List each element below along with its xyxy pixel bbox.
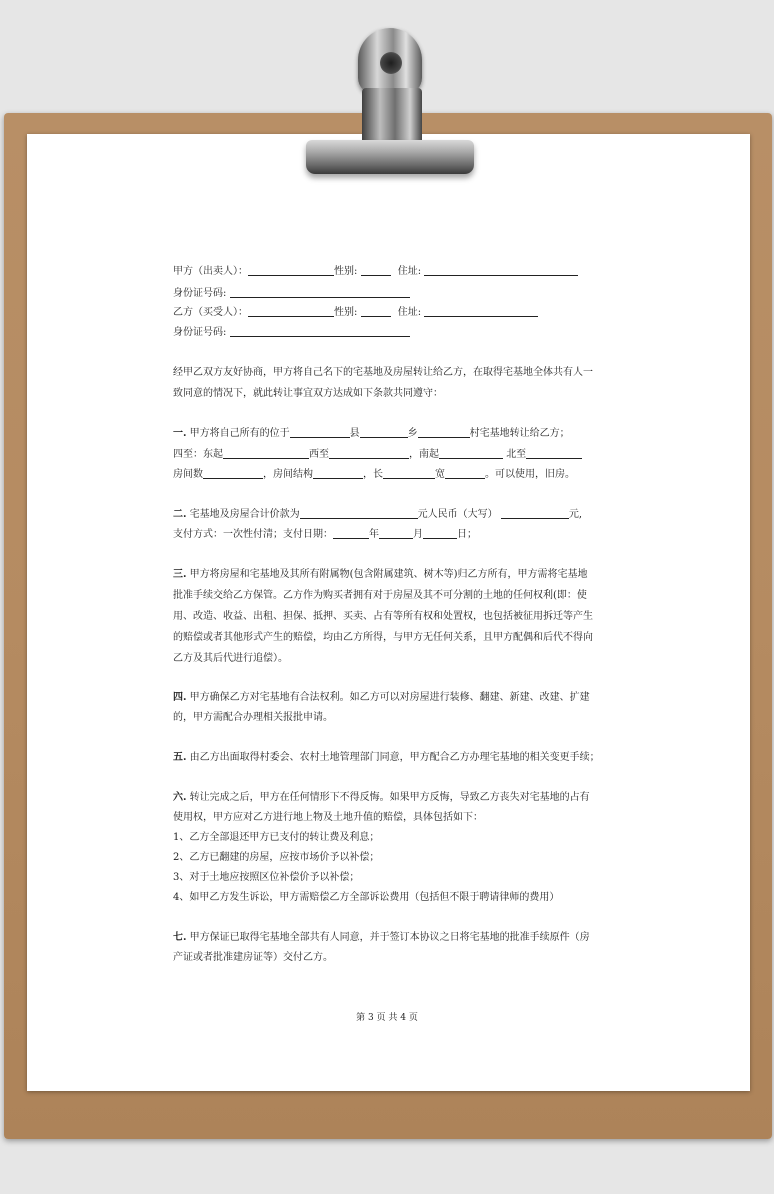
s6-item-4: 4、如甲乙方发生诉讼，甲方需赔偿乙方全部诉讼费用（包括但不限于聘请律师的费用）	[173, 892, 560, 903]
seller-id-line	[173, 286, 603, 301]
s6-item-2: 2、乙方已翻建的房屋，应按市场价予以补偿；	[173, 852, 380, 863]
seller-address-blank	[424, 264, 578, 276]
s6-line-2: 使用权，甲方应对乙方进行地上物及土地升值的赔偿，具体包括如下：	[173, 812, 483, 823]
s2-yuan-label: 元,	[568, 509, 583, 520]
s2-day-label: 日；	[457, 529, 477, 540]
s1-county-blank	[360, 426, 408, 438]
s1-text-1: 甲方将自己所有的位于	[189, 428, 290, 439]
s7-line-1	[173, 931, 603, 945]
s1-south-blank	[439, 447, 503, 459]
s4-number: 四.	[173, 692, 187, 703]
seller-address-label: 住址:	[397, 266, 422, 277]
s1-village-text: 村宅基地转让给乙方；	[469, 428, 570, 439]
buyer-id-label: 身份证号码:	[173, 327, 227, 338]
s1-west-blank	[329, 447, 409, 459]
s6-line-1	[173, 791, 603, 805]
s6-number: 六.	[173, 792, 187, 803]
s1-width-label: 宽	[435, 469, 445, 480]
seller-label: 甲方（出卖人）：	[173, 266, 248, 277]
s1-line-1	[173, 426, 603, 441]
s3-line-1	[173, 568, 603, 582]
s1-width-blank	[445, 467, 485, 479]
s1-location-blank	[290, 426, 350, 438]
buyer-name-blank	[248, 305, 334, 317]
s5-number: 五.	[173, 752, 187, 763]
buyer-id-line	[173, 325, 603, 340]
buyer-id-blank	[230, 325, 410, 337]
s3-line-5: 乙方及其后代进行追偿）。	[173, 653, 288, 664]
s3-number: 三.	[173, 569, 187, 580]
s3-line-3: 用、改造、收益、出租、担保、抵押、买卖、占有等所有权和处置权，也包括被征用拆迁等产生	[173, 611, 593, 622]
intro-line-2: 致同意的情况下，就此转让事宜双方达成如下条款共同遵守：	[173, 388, 443, 399]
s2-number: 二.	[173, 509, 187, 520]
s1-north-label: 北至	[506, 449, 527, 460]
buyer-gender-blank	[361, 305, 391, 317]
s3-line-2: 批准手续交给乙方保管。乙方作为购买者拥有对于房屋及其不可分割的土地的任何权利(即：使	[173, 590, 587, 601]
seller-id-label: 身份证号码:	[173, 288, 227, 299]
s2-payment-label: 支付方式：一次性付清；支付日期：	[173, 529, 333, 540]
s1-rooms-blank	[203, 467, 263, 479]
s1-county-label: 县	[349, 428, 360, 439]
s1-rooms-label: 房间数	[173, 469, 203, 480]
buyer-gender-label: 性别:	[334, 307, 358, 318]
s3-text-1: 甲方将房屋和宅基地及其所有附属物(包含附属建筑、树木等)归乙方所有，甲方需将宅基地	[189, 569, 588, 580]
s2-line-1	[173, 507, 603, 522]
s1-north-blank	[526, 447, 582, 459]
s2-year-label: 年	[369, 529, 379, 540]
seller-id-blank	[230, 286, 410, 298]
s1-structure-blank	[313, 467, 363, 479]
s1-length-blank	[383, 467, 435, 479]
s2-price-blank	[300, 507, 418, 519]
s4-line-1	[173, 691, 603, 705]
s6-item-3: 3、对于土地应按照区位补偿价予以补偿；	[173, 872, 360, 883]
s1-south-label: ，南起	[409, 449, 439, 460]
s1-line-3	[173, 467, 603, 482]
s1-structure-label: ，房间结构	[263, 469, 313, 480]
s2-price-label: 宅基地及房屋合计价款为	[189, 509, 300, 520]
seller-line	[173, 264, 603, 279]
buyer-line	[173, 305, 603, 320]
s5-line-1	[173, 751, 603, 765]
seller-gender-blank	[361, 264, 391, 276]
s2-day-blank	[423, 527, 457, 539]
seller-gender-label: 性别:	[334, 266, 358, 277]
page-number: 第 3 页 共 4 页	[356, 1013, 418, 1023]
buyer-label: 乙方（买受人）：	[173, 307, 248, 318]
buyer-address-label: 住址:	[397, 307, 422, 318]
s7-number: 七.	[173, 932, 187, 943]
s4-line-2: 的，甲方需配合办理相关报批申请。	[173, 712, 333, 723]
s2-month-label: 月	[413, 529, 423, 540]
seller-name-blank	[248, 264, 334, 276]
s5-text-1: 由乙方出面取得村委会、农村土地管理部门同意，甲方配合乙方办理宅基地的相关变更手续；	[189, 752, 600, 763]
s7-text-1: 甲方保证已取得宅基地全部共有人同意，并于签订本协议之日将宅基地的批准手续原件（房	[189, 932, 590, 943]
s2-year-blank	[333, 527, 369, 539]
s2-rmb-label: 元人民币（大写）	[417, 509, 498, 520]
s2-line-2	[173, 527, 603, 542]
s1-number: 一.	[173, 428, 187, 439]
s1-township-blank	[418, 426, 470, 438]
s1-east-label: 四至：东起	[173, 449, 223, 460]
s1-usage-text: 。可以使用，旧房。	[485, 469, 575, 480]
s7-line-2: 产证或者批准建房证等）交付乙方。	[173, 952, 333, 963]
s1-west-label: 西至	[309, 449, 329, 460]
s6-text-1: 转让完成之后，甲方在任何情形下不得反悔。如果甲方反悔，导致乙方丧失对宅基地的占有	[189, 792, 590, 803]
intro-line-1: 经甲乙双方友好协商，甲方将自己名下的宅基地及房屋转让给乙方，在取得宅基地全体共有人一	[173, 367, 593, 378]
s1-line-2	[173, 447, 603, 462]
s6-item-1: 1、乙方全部退还甲方已支付的转让费及利息；	[173, 832, 380, 843]
s1-township-label: 乡	[407, 428, 418, 439]
s4-text-1: 甲方确保乙方对宅基地有合法权利。如乙方可以对房屋进行装修、翻建、新建、改建、扩建	[189, 692, 590, 703]
s1-length-label: ，长	[363, 469, 383, 480]
s2-amount-words-blank	[501, 507, 569, 519]
s1-east-blank	[223, 447, 309, 459]
buyer-address-blank	[424, 305, 538, 317]
s3-line-4: 的赔偿或者其他形式产生的赔偿，均由乙方所得，与甲方无任何关系，且甲方配偶和后代不得向	[173, 632, 593, 643]
s2-month-blank	[379, 527, 413, 539]
